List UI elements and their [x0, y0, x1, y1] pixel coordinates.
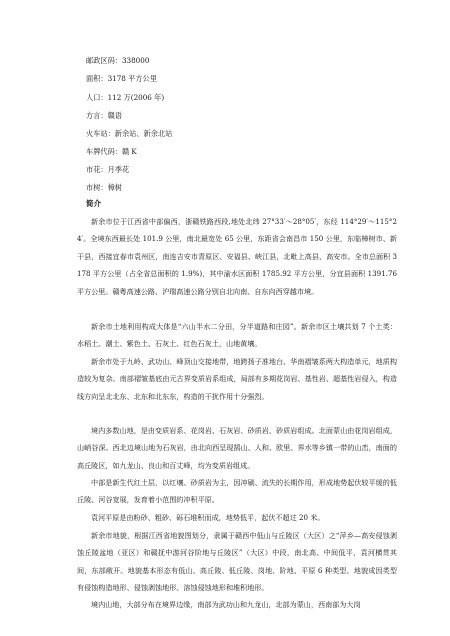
paragraph-land-use: 新余市土地利用构成大体是“六山半水二分田，分半道路和庄园”。新余市区土壤共划 7 个土类：水稻土、潮土、紫色土、石灰土、红色石灰土，山地黄壤。 — [77, 322, 397, 349]
paragraph-central: 中部是新生代红土层，以红壤、砂质岩为主，因冲刷、流失的长期作用，形成地势起伏较平缓的低丘陵、河谷宽展，发育着小范围的冲积平原。 — [77, 478, 397, 505]
paragraph-plain: 袁河平原是由粉砂、粗砂、砾石堆积而成，地势低平，起伏不超过 20 米。 — [91, 513, 325, 522]
paragraph-geology: 新余市处于九岭、武功山、峰顶山交接地带，地跨扬子准地台、华南褶皱系两大构造单元，地质构造较为复杂。南部褶皱基底由元古界变质岩系组成，局部有多期花岗岩、基性岩、超基性岩侵入，构造线方向呈北北东、北东和北东东，构造的干扰作用十分强烈。 — [77, 357, 397, 401]
train-station-line: 火车站：新余站、新余北站 — [86, 129, 173, 138]
paragraph-landform: 新余市地貌，根据江西省地貌图划分，隶属于赣西中低山与丘陵区（大区）之“萍乡—高安侵蚀剥蚀丘陵盆地（亚区）和赣抚中游河谷阶地与丘陵区”（大区）中段，南北高、中间低平，袁河横贯其间，东部敞开。地貌基本形态有低山、高丘陵、低丘陵、岗地、阶地、平原 6 种类型。地貌成因类型有侵蚀构造地形、侵蚀剥蚀地形、溶蚀侵蚀地形和堆积地形。 — [77, 531, 397, 593]
dialect-line: 方言：赣语 — [86, 111, 122, 120]
paragraph-location: 新余市位于江西省中部偏西，浙赣铁路西段,地处北纬 27°33′～28°05′，东经 114°29′～115°24′。全境东西最长处 101.9 公里，南北最宽处 65 公里，东距省会南昌市 150 公里，东临樟树市、新干县，西接宜春市袁州区，南连吉安市青原区、安福县、峡江县，北毗上高县、高安市。全市总面积 3178 平方公里（占全省总面积的 1.9%)，其中渝水区面积 1785.92 平方公里，分宜县面积 1391.76 平方公里。赣粤高速公路、沪瑞高速公路分别自北向南、自东向西穿越市境。 — [77, 217, 397, 296]
population-line: 人口：112 万(2006 年) — [86, 93, 165, 102]
city-tree-line: 市树：樟树 — [86, 183, 122, 192]
postal-code-line: 邮政区码：338000 — [86, 56, 150, 65]
city-flower-line: 市花：月季花 — [86, 165, 130, 174]
plate-code-line: 车牌代码：赣 K — [86, 147, 137, 156]
area-line: 面积：3178 平方公里 — [86, 74, 157, 83]
paragraph-border-mountains: 境内山地，大部分布在境界边缘，南部为武功山和九龙山，北部为蒙山，西南部为大岗 — [91, 600, 361, 609]
paragraph-mountains: 境内多数山地，是由变质岩系、花岗岩、石灰岩、砂质岩、砂质岩组成。北面蒙山由花岗岩组成，山峭谷深。西北边境山地为石灰岩，由北向西呈现鹄山、人和、欧里、界水等乡镇一带的山峦，南面的高丘陵区，如九龙山、良山和百丈峰，均为变质岩组成。 — [77, 426, 397, 470]
section-heading: 简介 — [86, 199, 101, 208]
